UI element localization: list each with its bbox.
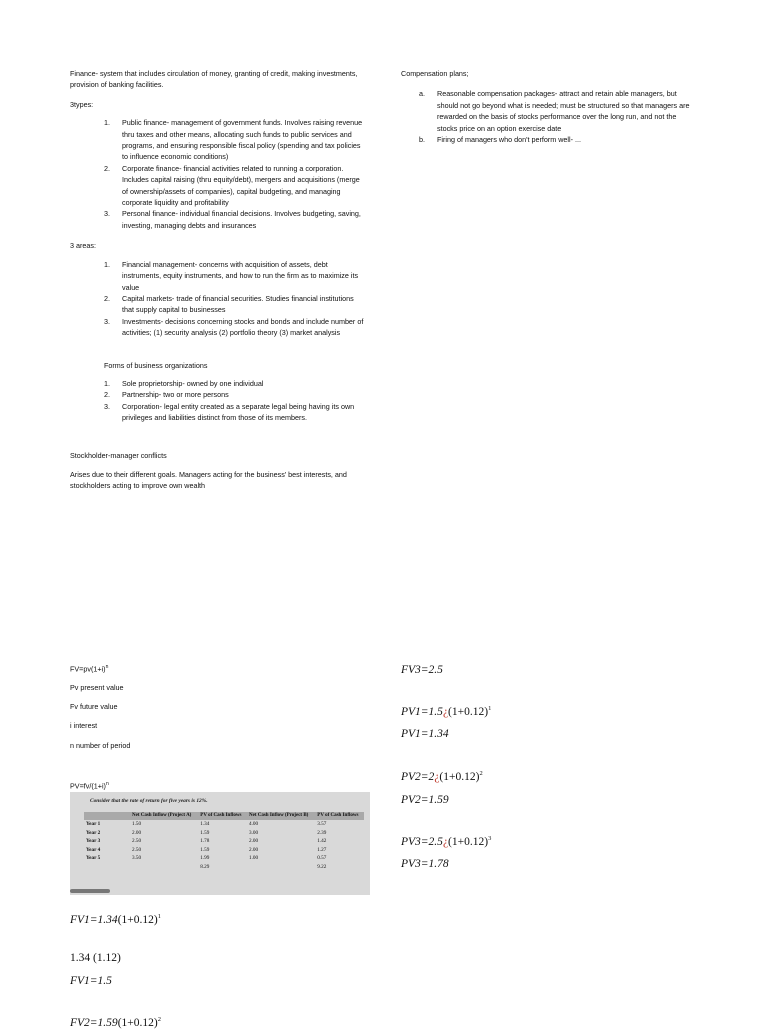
fv3-value: FV3=2.5	[401, 664, 443, 676]
forms-list	[104, 378, 366, 424]
scanned-table-image	[70, 792, 370, 895]
list-item: b. Firing of managers who don't perform well- ...	[419, 135, 581, 145]
table-header-row	[84, 812, 364, 820]
right-column	[401, 68, 701, 145]
table-row: Year 2 2.00 1.59 3.00 2.39	[86, 829, 327, 836]
table-total-row: 8.29 9.22	[200, 863, 327, 870]
table-header: PV of Cash Inflows	[198, 812, 247, 820]
fv2-equation: $FV2=1.59(1+0.12)^2$	[70, 1016, 161, 1029]
list-item: 3. Investments- decisions concerning stocks and bonds and include number of activities; (1) security analysis (2) portfolio theory (3) market analysis	[104, 316, 364, 338]
compensation-heading: Compensation plans;	[401, 69, 469, 78]
table-caption: Consider that the rate of return for five years is 12%.	[90, 798, 208, 804]
fv1-result: FV1=1.5	[70, 975, 112, 987]
pv2-result: PV2=1.59	[401, 794, 449, 806]
fv-formula: $FV=pv(1+i)^n$	[70, 664, 109, 674]
table-row: Year 3 2.50 1.78 2.00 1.42	[86, 838, 327, 845]
list-item: 2. Corporate finance- financial activities related to running a corporation. Includes capital raising (thru equity/debt), mergers and acquisitions (merge of ownership/assets of companies), capital budgeting, and managing corporate liquidity and profitability	[104, 163, 360, 208]
types-list	[104, 117, 366, 231]
conflict-text: Arises due to their different goals. Managers acting for the business' best interests, and stockholders acting to improve own wealth	[70, 469, 347, 491]
n-definition: n number of period	[70, 741, 131, 750]
pv3-result: PV3=1.78	[401, 858, 449, 870]
left-column	[70, 68, 370, 492]
table-row: Year 5 3.50 1.99 1.00 0.57	[86, 855, 327, 862]
forms-heading: Forms of business organizations	[104, 360, 208, 370]
scan-smudge	[70, 889, 110, 893]
list-item: 1. Public finance- management of government funds. Involves raising revenue thru taxes and other means, allocating such funds to public services and programs, and ensuring responsible fiscal policy (spending and tax policies to influence economic conditions)	[104, 118, 363, 162]
fv1-equation: $FV1=1.34(1+0.12)^1$	[70, 913, 161, 926]
pv1-result: PV1=1.34	[401, 728, 449, 740]
pv-definition: Pv present value	[70, 683, 124, 692]
table-header: Net Cash Inflow (Project A)	[130, 812, 198, 820]
conflict-heading: Stockholder-manager conflicts	[70, 450, 167, 460]
table-header: PV of Cash Inflows	[315, 812, 364, 820]
table-header	[84, 812, 130, 820]
list-item: 1. Sole proprietorship- owned by one individual	[104, 378, 264, 388]
i-definition: i interest	[70, 721, 98, 730]
list-item: 2. Partnership- two or more persons	[104, 390, 229, 400]
areas-heading: 3 areas:	[70, 241, 96, 251]
compensation-list	[419, 88, 697, 145]
finance-definition: Finance- system that includes circulation of money, granting of credit, making investments, provision of banking facilities.	[70, 69, 358, 90]
pv1-equation: $PV1=1.5¿(1+0.12)^1$	[401, 705, 492, 718]
pv3-equation: $PV3=2.5¿(1+0.12)^3$	[401, 835, 492, 848]
fv-definition: Fv future value	[70, 702, 118, 711]
list-item: 2. Capital markets- trade of financial securities. Studies financial institutions that supply capital to businesses	[104, 293, 354, 315]
cash-flow-table	[84, 812, 364, 872]
table-row: Year 1 1.50 1.34 4.00 3.57	[86, 821, 327, 827]
pv-formula: $PV=fv/(1+i)^n$	[70, 781, 109, 791]
areas-list	[104, 259, 366, 339]
list-item: 3. Corporation- legal entity created as a separate legal being having its own privileges and liabilities distinct from those of its members.	[104, 401, 355, 423]
list-item: a. Reasonable compensation packages- attract and retain able managers, but should not go beyond what is needed; must be structured so that managers are rewarded on the basis of stocks performance over the long run, and not the stocks price on an option exercise date	[419, 89, 690, 133]
list-item: 3. Personal finance- individual financial decisions. Involves budgeting, saving, investing, managing debts and insurances	[104, 209, 361, 230]
table-row: Year 4 2.50 1.59 2.00 1.27	[86, 846, 327, 853]
list-item: 1. Financial management- concerns with acquisition of assets, debt instruments, equity instruments, and how to run the firm as to maximize its value	[104, 259, 359, 292]
pv2-equation: $PV2=2¿(1+0.12)^2$	[401, 770, 483, 783]
table-header: Net Cash Inflow (Project B)	[247, 812, 315, 820]
types-heading: 3types:	[70, 99, 94, 109]
fv1-step: 1.34 (1.12)	[70, 952, 121, 964]
